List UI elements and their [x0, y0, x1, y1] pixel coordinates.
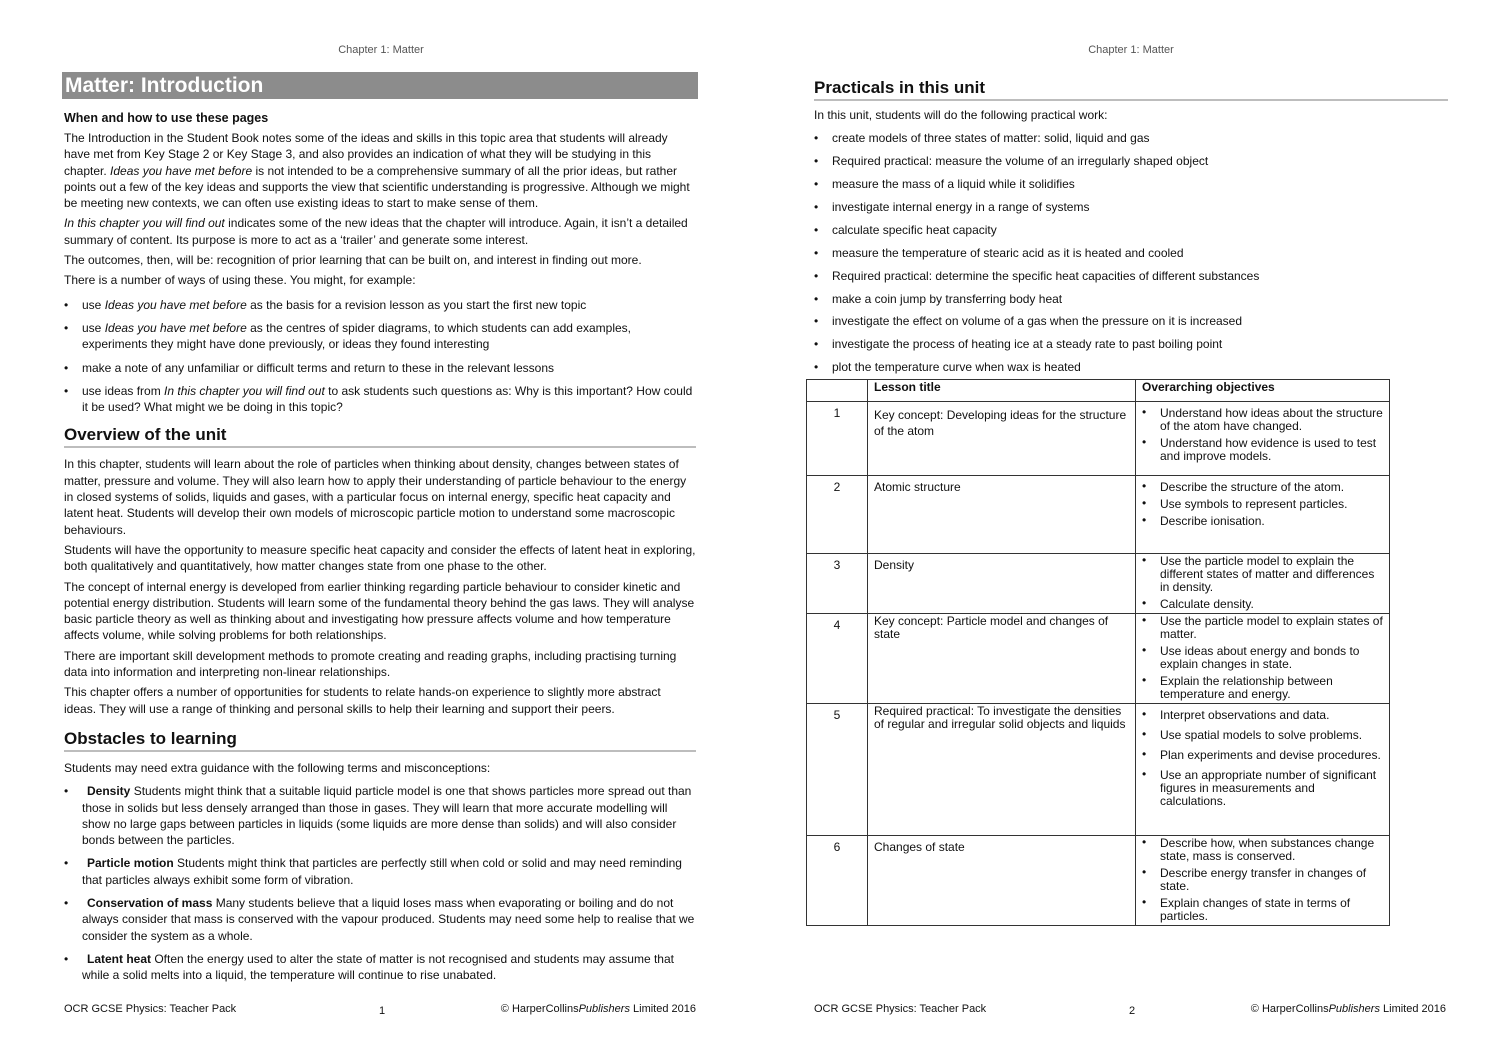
list-item: • Plan experiments and devise procedures.: [1142, 749, 1383, 762]
list-item: • Use the particle model to explain the different states of matter and differences in density.: [1142, 555, 1383, 594]
lesson-number: 5: [807, 704, 868, 836]
lesson-objectives: [1136, 554, 1390, 614]
table-header-row: [807, 380, 1390, 402]
lesson-number: 6: [807, 836, 868, 926]
lesson-objectives: [1136, 614, 1390, 704]
table-row: [807, 704, 1390, 836]
lesson-title: Atomic structure: [868, 476, 1136, 554]
lessons-table: [806, 379, 1390, 926]
list-item: • Explain changes of state in terms of particles.: [1142, 897, 1383, 923]
intro-paragraph-3: The outcomes, then, will be: recognition of prior learning that can be built on, and interest in finding out more.: [64, 253, 642, 268]
practicals-list: [814, 130, 1446, 375]
table-row: [807, 402, 1390, 476]
list-item: • Latent heat Often the energy used to alter the state of matter is not recognised and students may assume that while a solid melts into a liquid, the temperature will continue to rise unabated.: [64, 951, 696, 984]
header-lesson-title: Lesson title: [868, 380, 1136, 402]
list-item: • use Ideas you have met before as the basis for a revision lesson as you start the first new topic: [64, 297, 696, 313]
lesson-title: Required practical: To investigate the densities of regular and irregular solid objects and liquids: [868, 704, 1136, 836]
practicals-intro: In this unit, students will do the following practical work:: [814, 108, 1108, 122]
uses-list: [64, 297, 696, 416]
obstacles-list: [64, 783, 696, 983]
overview-heading: Overview of the unit: [64, 425, 696, 448]
overview-paragraph: The concept of internal energy is developed from earlier thinking regarding particle behaviour to consider kinetic and potential energy distribution. Students will learn some of the fundamental theory behind the gas laws. They will analyse basic particle theory as well as thinking about and investigating how pressure affects volume and how temperature affects volume, while solving problems for both relationships.: [64, 579, 695, 643]
list-item: • Describe the structure of the atom.: [1142, 481, 1383, 494]
lesson-title: Key concept: Developing ideas for the structure of the atom: [868, 402, 1136, 476]
list-item: • Use ideas about energy and bonds to explain changes in state.: [1142, 645, 1383, 671]
list-item: • investigate the process of heating ice at a steady rate to past boiling point: [814, 336, 1446, 352]
list-item: • Use an appropriate number of significant figures in measurements and calculations.: [1142, 769, 1383, 808]
list-item: • make a coin jump by transferring body heat: [814, 291, 1446, 307]
list-item: • use ideas from In this chapter you will find out to ask students such questions as: Why is this important? How could it be used? What might we be doing in this topic?: [64, 383, 696, 416]
list-item: • Use spatial models to solve problems.: [1142, 729, 1383, 742]
left-page: [62, 0, 700, 1061]
lesson-objectives: [1136, 402, 1390, 476]
overview-paragraph: This chapter offers a number of opportunities for students to relate hands-on experience to slightly more abstract ideas. They will use a range of thinking and personal skills to help their learning and support their peers.: [64, 685, 661, 716]
footer-copyright: © HarperCollinsPublishers Limited 2016: [500, 1003, 696, 1015]
list-item: • plot the temperature curve when wax is heated: [814, 359, 1446, 375]
table-row: [807, 476, 1390, 554]
list-item: • Conservation of mass Many students believe that a liquid loses mass when evaporating or boiling and do not always consider that mass is conserved with the vapour produced. Students may need some help to realise that we consider the system as a whole.: [64, 895, 696, 944]
obstacles-intro: Students may need extra guidance with the following terms and misconceptions:: [64, 760, 491, 775]
practicals-heading: Practicals in this unit: [814, 78, 1448, 101]
right-page: [812, 0, 1450, 1061]
list-item: • use Ideas you have met before as the centres of spider diagrams, to which students can add examples, experiments they might have done previously, or ideas they found interesting: [64, 320, 696, 353]
list-item: • make a note of any unfamiliar or difficult terms and return to these in the relevant lessons: [64, 360, 696, 376]
list-item: • measure the mass of a liquid while it solidifies: [814, 176, 1446, 192]
footer-title: OCR GCSE Physics: Teacher Pack: [814, 1003, 987, 1015]
list-item: • Required practical: determine the specific heat capacities of different substances: [814, 268, 1446, 284]
running-head: Chapter 1: Matter: [1088, 44, 1174, 56]
lesson-objectives: [1136, 836, 1390, 926]
list-item: • investigate the effect on volume of a gas when the pressure on it is increased: [814, 313, 1446, 329]
list-item: • Explain the relationship between temperature and energy.: [1142, 675, 1383, 701]
lesson-title: Changes of state: [868, 836, 1136, 926]
list-item: • Describe energy transfer in changes of state.: [1142, 867, 1383, 893]
lesson-objectives: [1136, 476, 1390, 554]
list-item: • Use symbols to represent particles.: [1142, 498, 1383, 511]
table-row: [807, 554, 1390, 614]
footer-copyright: © HarperCollinsPublishers Limited 2016: [1250, 1003, 1446, 1015]
header-number: [807, 380, 868, 402]
list-item: • Understand how ideas about the structure of the atom have changed.: [1142, 407, 1383, 433]
page-number: 2: [1128, 1005, 1136, 1017]
table-row: [807, 614, 1390, 704]
intro-paragraph-2: In this chapter you will find out indicates some of the new ideas that the chapter will introduce. Again, it isn’t a detailed summary of content. Its purpose is more to act as a ‘trailer’ and generate some interest.: [64, 216, 688, 247]
lesson-title: Density: [868, 554, 1136, 614]
list-item: • Use the particle model to explain states of matter.: [1142, 615, 1383, 641]
obstacles-heading: Obstacles to learning: [64, 729, 696, 752]
running-head: Chapter 1: Matter: [338, 44, 424, 56]
page-number: 1: [378, 1005, 386, 1017]
list-item: • Density Students might think that a suitable liquid particle model is one that shows particles more spread out than those in solids but less densely arranged than those in gases. They will learn that more accurate modelling will show no large gaps between particles in liquids (some liquids are more dense than solids) and will also consider bonds between the particles.: [64, 783, 696, 848]
intro-section: [64, 111, 696, 990]
practicals-section: [814, 107, 1446, 382]
overview-paragraph: Students will have the opportunity to measure specific heat capacity and consider the effects of latent heat in exploring, both qualitatively and quantitatively, how matter changes state from one phase to the other.: [64, 542, 696, 574]
lesson-number: 4: [807, 614, 868, 704]
list-item: • Understand how evidence is used to test and improve models.: [1142, 437, 1383, 463]
list-item: • calculate specific heat capacity: [814, 222, 1446, 238]
page-title: Matter: Introduction: [62, 72, 698, 99]
table-row: [807, 836, 1390, 926]
lesson-title: Key concept: Particle model and changes of state: [868, 614, 1136, 704]
list-item: • Particle motion Students might think that particles are perfectly still when cold or solid and may need reminding that particles always exhibit some form of vibration.: [64, 855, 696, 888]
intro-paragraph-4: There is a number of ways of using these. You might, for example:: [64, 273, 416, 288]
lesson-number: 1: [807, 402, 868, 476]
list-item: • Calculate density.: [1142, 598, 1383, 611]
header-objectives: Overarching objectives: [1136, 380, 1390, 402]
list-item: • create models of three states of matter: solid, liquid and gas: [814, 130, 1446, 146]
when-heading: When and how to use these pages: [64, 111, 269, 125]
list-item: • Describe how, when substances change state, mass is conserved.: [1142, 837, 1383, 863]
list-item: • Describe ionisation.: [1142, 515, 1383, 528]
footer-title: OCR GCSE Physics: Teacher Pack: [64, 1003, 237, 1015]
list-item: • investigate internal energy in a range of systems: [814, 199, 1446, 215]
overview-paragraph: In this chapter, students will learn about the role of particles when thinking about density, changes between states of matter, pressure and volume. They will also learn how to apply their understanding of particle behaviour to the energy in closed systems of solids, liquids and gases, with a particular focus on internal energy, specific heat capacity and latent heat. Students will develop their own models of microscopic particle motion to understand some macroscopic behaviours.: [64, 457, 687, 537]
list-item: • measure the temperature of stearic acid as it is heated and cooled: [814, 245, 1446, 261]
lesson-number: 3: [807, 554, 868, 614]
lesson-number: 2: [807, 476, 868, 554]
lesson-objectives: [1136, 704, 1390, 836]
list-item: • Required practical: measure the volume of an irregularly shaped object: [814, 153, 1446, 169]
intro-paragraph-1: The Introduction in the Student Book notes some of the ideas and skills in this topic area that students will already have met from Key Stage 2 or Key Stage 3, and also provides an indication of what they will be studying in this chapter. Ideas you have met before is not intended to be a comprehensive summary of all the prior ideas, but rather points out a few of the key ideas and supports the view that scientific understanding is progressive. Although we might be meeting new contexts, we can often use existing ideas to start to make sense of them.: [64, 131, 690, 211]
list-item: • Interpret observations and data.: [1142, 709, 1383, 722]
overview-paragraph: There are important skill development methods to promote creating and reading graphs, including practising turning data into information and interpreting non-linear relationships.: [64, 648, 677, 680]
